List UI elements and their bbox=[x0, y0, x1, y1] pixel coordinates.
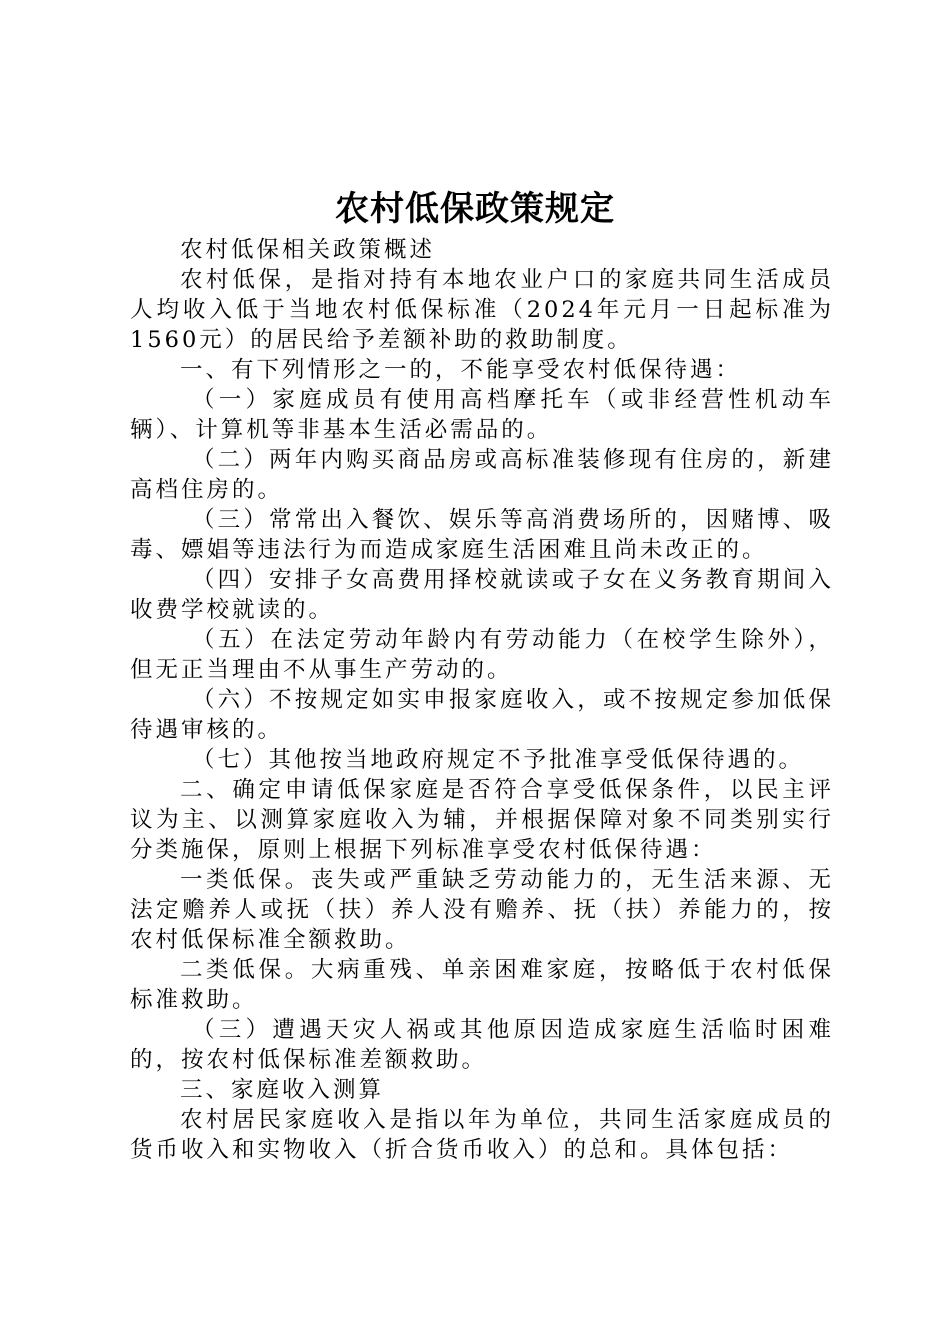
paragraph-section-1-heading: 一、有下列情形之一的，不能享受农村低保待遇： bbox=[180, 357, 742, 383]
paragraph-item-5: （五）在法定劳动年龄内有劳动能力（在校学生除外），但无正当理由不从事生产劳动的。 bbox=[130, 627, 834, 683]
document-body bbox=[130, 235, 834, 1165]
paragraph-class-2: 二类低保。大病重残、单亲困难家庭，按略低于农村低保标准救助。 bbox=[130, 957, 834, 1013]
paragraph-class-1: 一类低保。丧失或严重缺乏劳动能力的，无生活来源、无法定赡养人或抚（扶）养人没有赡养、抚（扶）养能力的，按农村低保标准全额救助。 bbox=[130, 867, 834, 953]
paragraph-item-3: （三）常常出入餐饮、娱乐等高消费场所的，因赌博、吸毒、嫖娼等违法行为而造成家庭生活困难且尚未改正的。 bbox=[130, 507, 834, 563]
paragraph-income-definition: 农村居民家庭收入是指以年为单位，共同生活家庭成员的货币收入和实物收入（折合货币收入）的总和。具体包括： bbox=[130, 1107, 834, 1163]
paragraph-overview-heading: 农村低保相关政策概述 bbox=[180, 237, 436, 263]
document-title: 农村低保政策规定 bbox=[335, 189, 615, 229]
paragraph-item-1: （一）家庭成员有使用高档摩托车（或非经营性机动车辆）、计算机等非基本生活必需品的。 bbox=[130, 387, 834, 443]
paragraph-section-2: 二、确定申请低保家庭是否符合享受低保条件，以民主评议为主、以测算家庭收入为辅，并根据保障对象不同类别实行分类施保，原则上根据下列标准享受农村低保待遇： bbox=[130, 777, 834, 863]
paragraph-item-4: （四）安排子女高费用择校就读或子女在义务教育期间入收费学校就读的。 bbox=[130, 567, 834, 623]
paragraph-definition: 农村低保，是指对持有本地农业户口的家庭共同生活成员人均收入低于当地农村低保标准（2024年元月一日起标准为1560元）的居民给予差额补助的救助制度。 bbox=[130, 267, 834, 353]
paragraph-item-6: （六）不按规定如实申报家庭收入，或不按规定参加低保待遇审核的。 bbox=[130, 687, 834, 743]
paragraph-class-3: （三）遭遇天灾人祸或其他原因造成家庭生活临时困难的，按农村低保标准差额救助。 bbox=[130, 1017, 834, 1073]
paragraph-section-3-heading: 三、家庭收入测算 bbox=[180, 1077, 385, 1103]
paragraph-item-2: （二）两年内购买商品房或高标准装修现有住房的，新建高档住房的。 bbox=[130, 447, 834, 503]
paragraph-item-7: （七）其他按当地政府规定不予批准享受低保待遇的。 bbox=[192, 747, 805, 773]
